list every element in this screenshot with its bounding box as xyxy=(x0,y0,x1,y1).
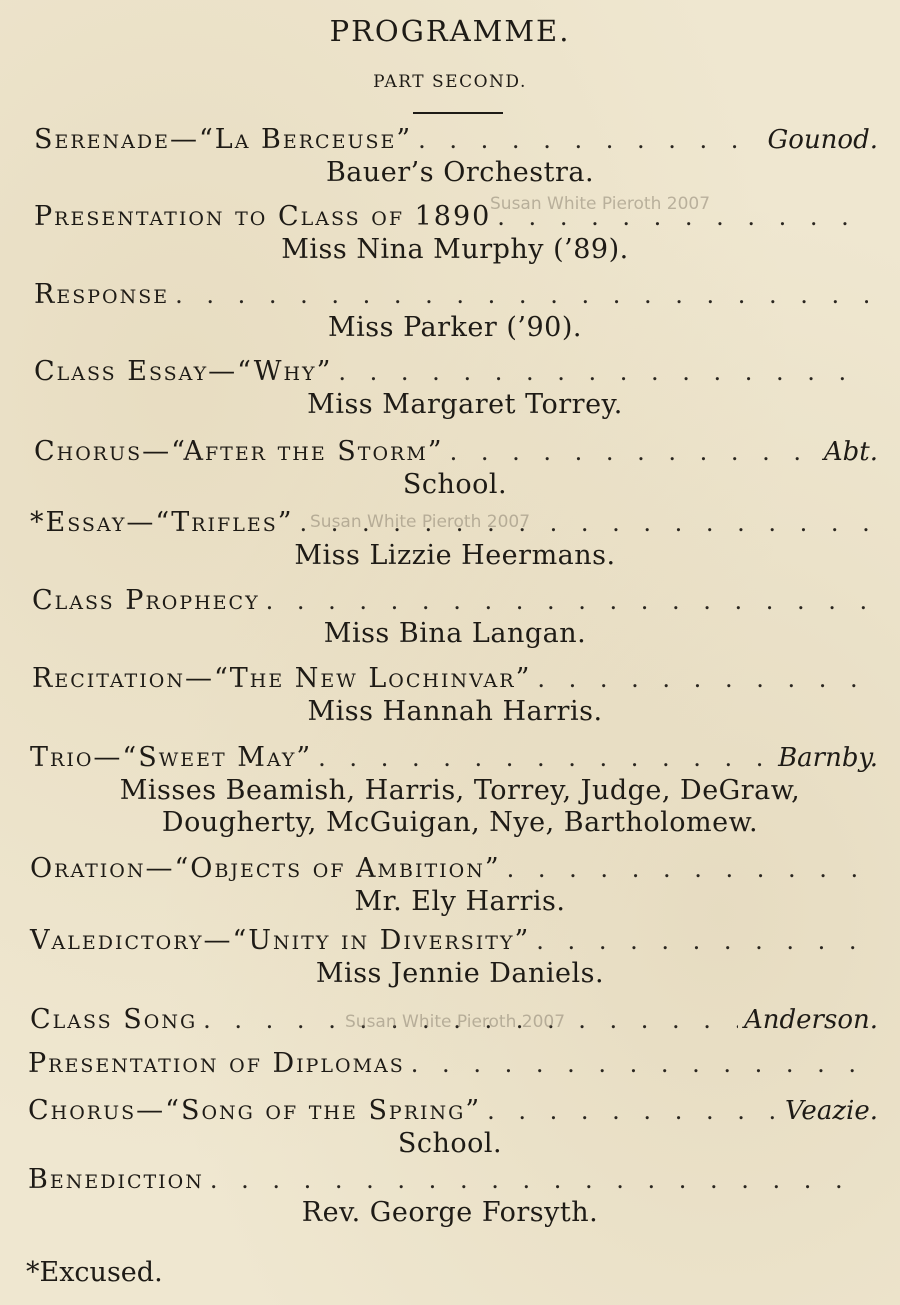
item-name: *Essay—“Trifles” xyxy=(30,507,294,538)
item-performer: Miss Lizzie Heermans. xyxy=(294,540,616,571)
page-subtitle: PART SECOND. xyxy=(373,72,527,92)
item-name: Benediction xyxy=(28,1164,204,1195)
item-performer: School. xyxy=(397,1128,503,1159)
item-name: Oration—“Objects of Ambition” xyxy=(30,853,501,884)
item-name: Class Song xyxy=(30,1004,198,1035)
dot-leader xyxy=(507,852,868,886)
item-composer: Barnby. xyxy=(778,743,878,773)
item-composer: Abt. xyxy=(823,437,878,467)
dot-leader xyxy=(450,435,818,469)
dot-leader xyxy=(537,662,868,696)
programme-item xyxy=(0,662,900,728)
item-performer: Miss Nina Murphy (’89). xyxy=(281,234,629,265)
programme-item xyxy=(0,278,900,344)
item-name: Class Essay—“Why” xyxy=(34,356,333,387)
item-performer: School. xyxy=(402,469,508,500)
item-name: Presentation of Diplomas xyxy=(28,1048,405,1079)
title-divider xyxy=(413,112,503,114)
item-name: Recitation—“The New Lochinvar” xyxy=(32,663,532,694)
dot-leader xyxy=(175,278,868,312)
item-performer: Rev. George Forsyth. xyxy=(301,1197,599,1228)
programme-item xyxy=(0,355,900,421)
dot-leader xyxy=(338,355,868,389)
item-name: Chorus—“Song of the Spring” xyxy=(28,1095,482,1126)
footnote: *Excused. xyxy=(26,1257,163,1288)
dot-leader xyxy=(318,741,772,775)
item-name: Serenade—“La Berceuse” xyxy=(34,124,413,155)
dot-leader xyxy=(411,1047,868,1081)
watermark: Susan White Pieroth 2007 xyxy=(490,194,711,214)
dot-leader xyxy=(266,584,868,618)
item-performer: Miss Parker (’90). xyxy=(328,312,582,343)
programme-item xyxy=(0,1163,900,1229)
item-name: Class Prophecy xyxy=(32,585,260,616)
dot-leader xyxy=(210,1163,868,1197)
item-name: Presentation to Class of 1890 xyxy=(34,201,492,232)
dot-leader xyxy=(536,924,868,958)
item-composer: Anderson. xyxy=(744,1005,878,1035)
item-performer: Mr. Ely Harris. xyxy=(354,886,566,917)
item-name: Chorus—“After the Storm” xyxy=(34,436,444,467)
programme-item xyxy=(0,924,900,990)
item-performer: Miss Bina Langan. xyxy=(323,618,587,649)
programme-item xyxy=(0,852,900,918)
item-performer: Miss Margaret Torrey. xyxy=(307,389,623,420)
item-name: Valedictory—“Unity in Diversity” xyxy=(30,925,531,956)
dot-leader xyxy=(487,1094,779,1128)
item-composer: Veazie. xyxy=(785,1096,878,1126)
item-name: Response xyxy=(34,279,170,310)
page-title: PROGRAMME. xyxy=(329,14,571,48)
programme-item xyxy=(0,123,900,189)
programme-item xyxy=(0,1094,900,1160)
item-composer: Gounod. xyxy=(767,125,878,155)
programme-item xyxy=(0,584,900,650)
item-performer: Misses Beamish, Harris, Torrey, Judge, DeGraw, xyxy=(119,775,801,806)
item-performer: Bauer’s Orchestra. xyxy=(325,157,595,188)
watermark: Susan White Pieroth 2007 xyxy=(345,1012,566,1032)
watermark: Susan White Pieroth 2007 xyxy=(310,512,531,532)
programme-item xyxy=(0,1047,900,1081)
item-performer: Miss Jennie Daniels. xyxy=(315,958,605,989)
item-performer-continued: Dougherty, McGuigan, Nye, Bartholomew. xyxy=(161,807,759,838)
item-performer: Miss Hannah Harris. xyxy=(307,696,603,727)
item-name: Trio—“Sweet May” xyxy=(30,742,313,773)
dot-leader xyxy=(418,123,761,157)
programme-item xyxy=(0,741,900,839)
programme-item xyxy=(0,200,900,266)
programme-item xyxy=(0,435,900,501)
